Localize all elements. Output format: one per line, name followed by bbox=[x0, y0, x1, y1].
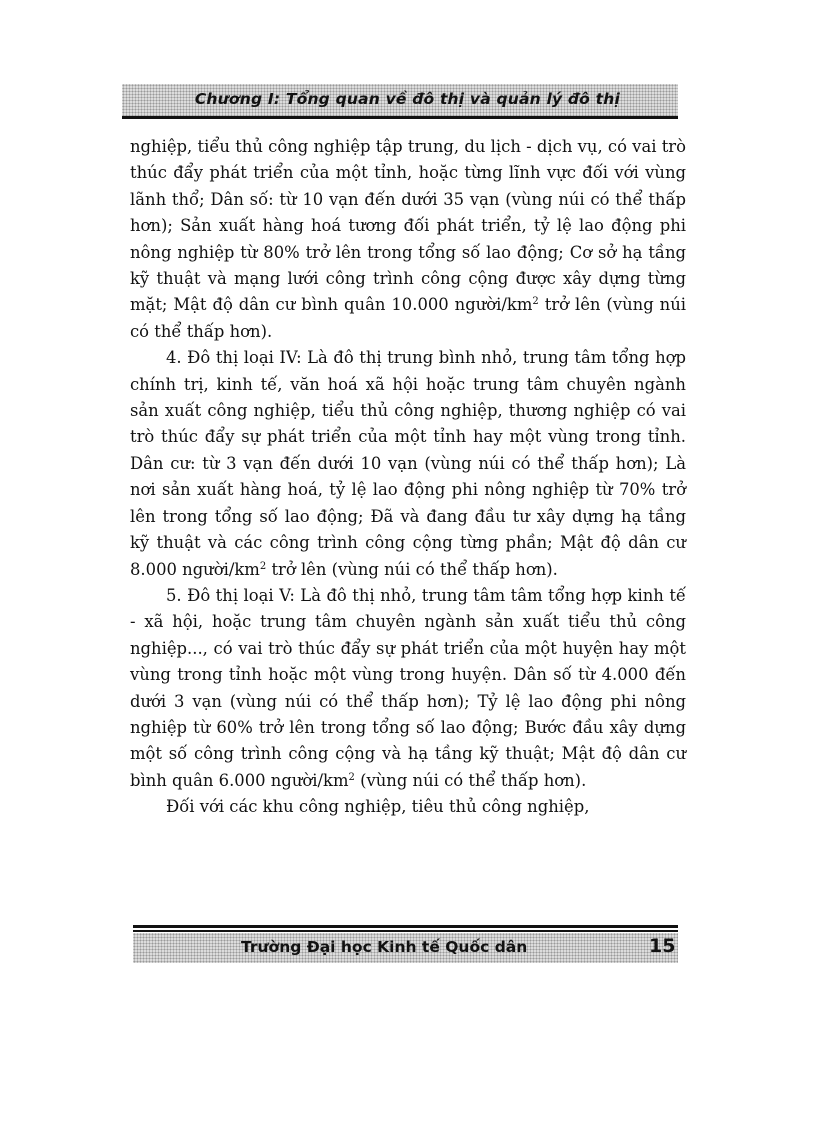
footer-rule bbox=[133, 925, 678, 928]
page-footer bbox=[133, 933, 678, 963]
paragraph-urban-type-4: 4. Đô thị loại IV: Là đô thị trung bình nhỏ, trung tâm tổng hợp chính trị, kinh tế, văn hoá xã hội hoặc trung tâm chuyên ngành sản xuất công nghiệp, tiểu thủ công nghiệp, thương nghiệp có vai trò thúc đẩy sự phát triển của một tỉnh hay một vùng trong tỉnh. Dân cư: từ 3 vạn đến dưới 10 vạn (vùng núi có thể thấp hơn); Là nơi sản xuất hàng hoá, tỷ lệ lao động phi nông nghiệp từ 70% trở lên trong tổng số lao động; Đã và đang đầu tư xây dựng hạ tầng kỹ thuật và các công trình công cộng từng phần; Mật độ dân cư 8.000 người/$km^2$ trở lên (vùng núi có thể thấp hơn). bbox=[130, 348, 686, 579]
page-header bbox=[122, 84, 678, 116]
body-text bbox=[130, 134, 686, 821]
paragraph-industrial-zones: Đối với các khu công nghiệp, tiêu thủ công nghiệp, bbox=[166, 797, 590, 817]
university-name: Trường Đại học Kinh tế Quốc dân bbox=[241, 938, 528, 956]
paragraph-urban-type-5: 5. Đô thị loại V: Là đô thị nhỏ, trung tâm tâm tổng hợp kinh tế - xã hội, hoặc trung tâm chuyên ngành sản xuất tiểu thủ công nghiệp..., có vai trò thúc đẩy sự phát triển của một huyện hay một vùng trong tỉnh hoặc một vùng trong huyện. Dân số từ 4.000 đến dưới 3 vạn (vùng núi có thể thấp hơn); Tỷ lệ lao động phi nông nghiệp từ 60% trở lên trong tổng số lao động; Bước đầu xây dựng một số công trình công cộng và hạ tầng kỹ thuật; Mật độ dân cư bình quân 6.000 người/$km^2$ (vùng núi có thể thấp hơn). bbox=[130, 585, 686, 790]
header-rule bbox=[122, 116, 678, 119]
page-number: 15 bbox=[649, 935, 676, 957]
footer-rule-thin bbox=[133, 930, 678, 932]
paragraph-continuation: nghiệp, tiểu thủ công nghiệp tập trung, du lịch - dịch vụ, có vai trò thúc đẩy phát triển của một tỉnh, hoặc từng lĩnh vực đối với vùng lãnh thổ; Dân số: từ 10 vạn đến dưới 35 vạn (vùng núi có thể thấp hơn); Sản xuất hàng hoá tương đối phát triển, tỷ lệ lao động phi nông nghiệp từ 80% trở lên trong tổng số lao động; Cơ sở hạ tầng kỹ thuật và mạng lưới công trình công cộng được xây dựng từng mặt; Mật độ dân cư bình quân 10.000 người/$km^2$ trở lên (vùng núi có thể thấp hơn). bbox=[130, 137, 686, 341]
chapter-title: Chương I: Tổng quan về đô thị và quản lý đô thị bbox=[194, 90, 620, 108]
